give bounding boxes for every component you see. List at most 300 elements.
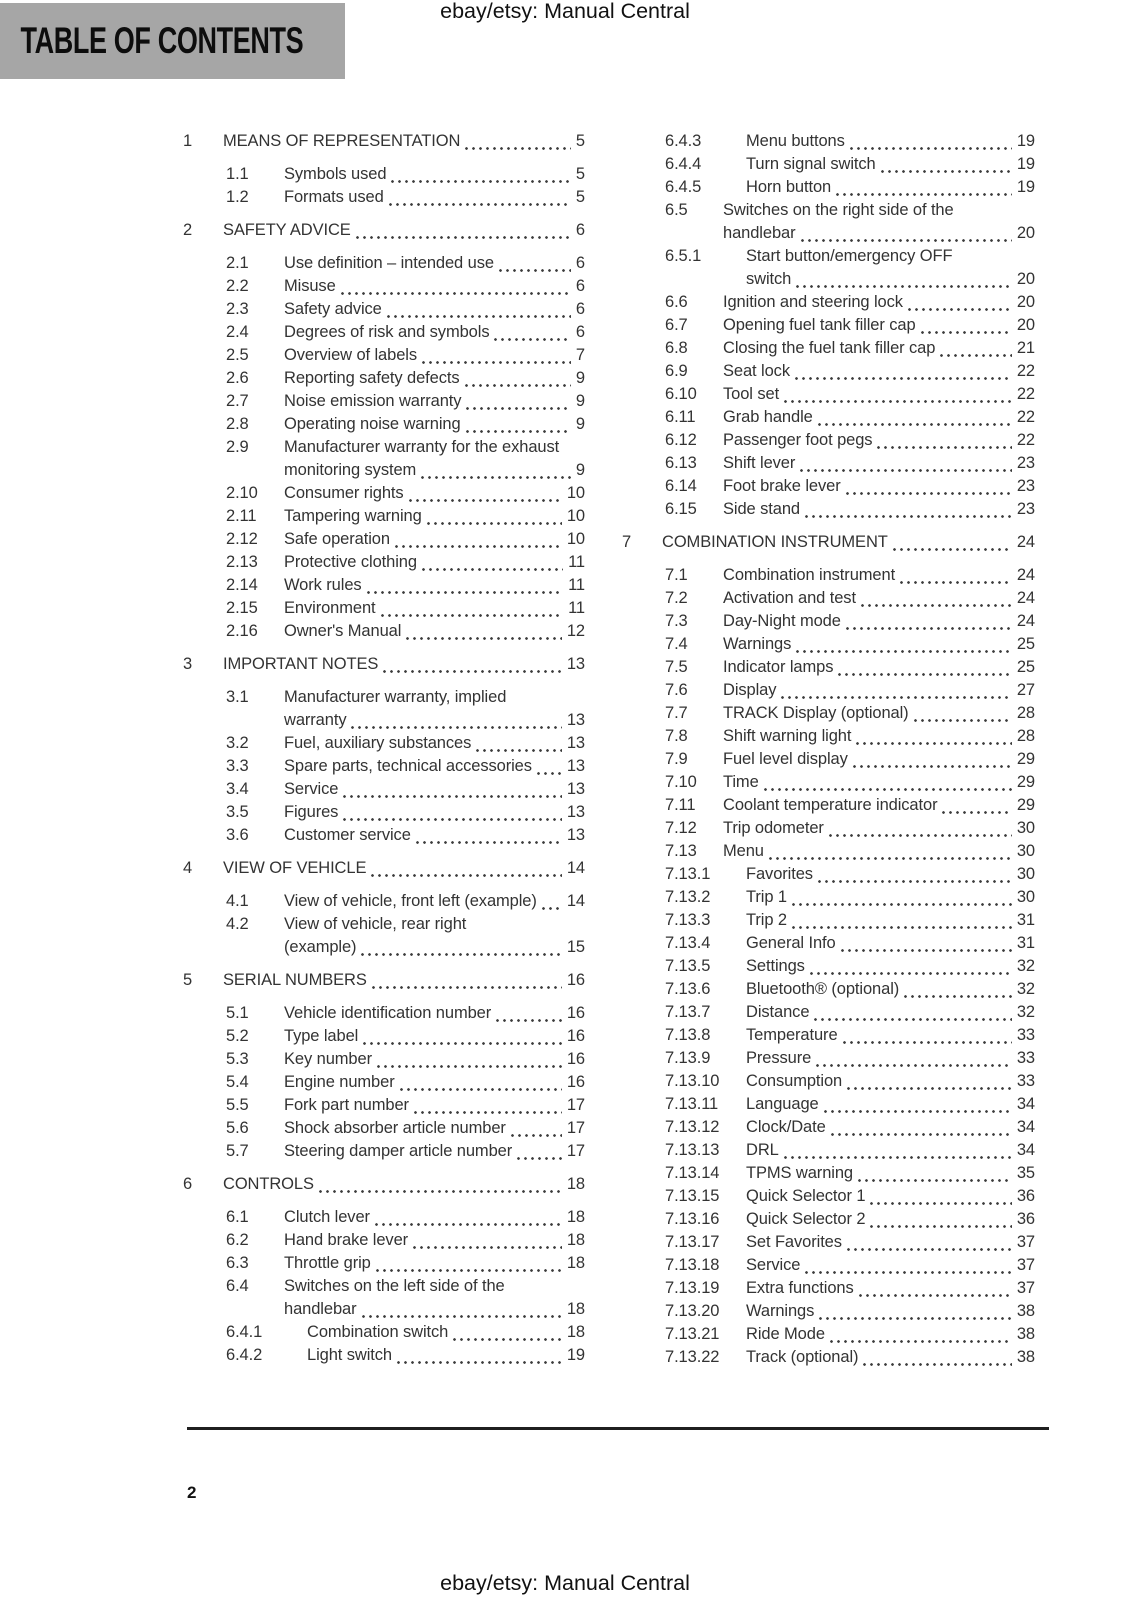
toc-entry-number: 5.4	[226, 1073, 249, 1091]
toc-entry-final-line	[223, 969, 585, 992]
toc-entry-title: Activation and test	[723, 589, 856, 607]
toc-entry-page: 30	[1016, 819, 1035, 837]
toc-dot-leader	[375, 1048, 562, 1071]
toc-entry-content	[746, 1024, 1035, 1047]
toc-entry-content	[307, 1321, 585, 1344]
toc-entry-number: 7.7	[665, 704, 688, 722]
toc-entry-page: 29	[1016, 773, 1035, 791]
toc-entry	[665, 1277, 1035, 1300]
toc-entry-page: 30	[1016, 888, 1035, 906]
toc-entry	[226, 778, 585, 801]
toc-dot-leader	[464, 390, 570, 413]
toc-entry-page: 35	[1016, 1164, 1035, 1182]
toc-entry-content	[746, 1162, 1035, 1185]
toc-entry	[665, 1162, 1035, 1185]
toc-entry-number: 3.4	[226, 780, 249, 798]
toc-entry-content	[723, 748, 1035, 771]
toc-entry-content	[746, 1277, 1035, 1300]
toc-entry-page: 7	[575, 346, 585, 364]
toc-entry-content	[307, 1344, 585, 1367]
toc-entry-final-line	[723, 794, 1035, 817]
toc-entry-title: warranty	[284, 711, 347, 729]
toc-entry-content	[284, 252, 585, 275]
toc-entry-final-line	[723, 748, 1035, 771]
toc-entry-title: Fuel level display	[723, 750, 848, 768]
toc-entry-title: Reporting safety defects	[284, 369, 460, 387]
toc-dot-leader	[861, 1346, 1011, 1369]
toc-entry-number: 2	[183, 221, 193, 239]
toc-entry-final-line	[723, 383, 1035, 406]
toc-dot-leader	[868, 1185, 1011, 1208]
toc-entry	[226, 801, 585, 824]
toc-entry-number: 6.4.1	[226, 1323, 263, 1341]
toc-dot-leader	[509, 1117, 562, 1140]
toc-dot-leader	[851, 748, 1012, 771]
toc-entry-page: 34	[1016, 1141, 1035, 1159]
toc-entry-content	[284, 1117, 585, 1140]
toc-entry-content	[723, 406, 1035, 429]
toc-entry	[665, 1208, 1035, 1231]
toc-dot-leader	[395, 1344, 562, 1367]
toc-entry-page: 36	[1016, 1210, 1035, 1228]
toc-entry-number: 7.13.15	[665, 1187, 720, 1205]
toc-entry-content	[284, 367, 585, 390]
toc-entry-title: Tampering warning	[284, 507, 422, 525]
toc-entry-number: 6.1	[226, 1208, 249, 1226]
toc-entry-content	[723, 383, 1035, 406]
toc-entry-content	[284, 824, 585, 847]
toc-entry-title-line: Manufacturer warranty, implied	[284, 688, 507, 706]
toc-entry-content	[746, 153, 1035, 176]
toc-dot-leader	[859, 587, 1012, 610]
toc-entry-title: Extra functions	[746, 1279, 854, 1297]
toc-entry	[665, 1323, 1035, 1346]
toc-entry-content	[723, 314, 1035, 337]
toc-dot-leader	[868, 1208, 1011, 1231]
toc-dot-leader	[464, 413, 571, 436]
toc-dot-leader	[814, 1047, 1012, 1070]
toc-entry	[665, 564, 1035, 587]
toc-entry-final-line	[284, 755, 585, 778]
toc-entry-number: 7.13.12	[665, 1118, 720, 1136]
toc-entry-final-line	[723, 564, 1035, 587]
toc-dot-leader	[898, 564, 1012, 587]
toc-entry	[226, 482, 585, 505]
toc-entry-content	[284, 186, 585, 209]
toc-entry	[226, 686, 585, 732]
toc-entry-final-line	[723, 817, 1035, 840]
toc-entry-final-line	[284, 459, 585, 482]
toc-dot-leader	[425, 505, 562, 528]
toc-entry-content	[284, 321, 585, 344]
toc-entry-title: Clock/Date	[746, 1118, 826, 1136]
toc-entry-final-line	[746, 978, 1035, 1001]
toc-entry-final-line	[284, 1206, 585, 1229]
toc-entry-final-line	[284, 367, 585, 390]
toc-entry-page: 25	[1016, 635, 1035, 653]
toc-dot-leader	[349, 709, 561, 732]
toc-entry-title: Protective clothing	[284, 553, 417, 571]
toc-entry-number: 4.1	[226, 892, 249, 910]
toc-entry-number: 5.1	[226, 1004, 249, 1022]
toc-entry-title: Side stand	[723, 500, 800, 518]
toc-entry-number: 7.3	[665, 612, 688, 630]
toc-entry-page: 17	[566, 1119, 585, 1137]
toc-entry-title: Seat lock	[723, 362, 790, 380]
toc-entry-title: Trip 2	[746, 911, 787, 929]
toc-entry-page: 22	[1016, 385, 1035, 403]
toc-entry	[665, 130, 1035, 153]
toc-entry-page: 6	[575, 277, 585, 295]
toc-entry-final-line	[284, 620, 585, 643]
toc-entry-number: 2.6	[226, 369, 249, 387]
toc-entry-page: 10	[566, 530, 585, 548]
toc-entry-final-line	[746, 1093, 1035, 1116]
toc-entry	[665, 794, 1035, 817]
toc-entry-final-line	[284, 597, 585, 620]
toc-entry-content	[746, 1185, 1035, 1208]
toc-entry-final-line	[746, 1323, 1035, 1346]
toc-entry-final-line	[284, 1094, 585, 1117]
toc-entry-title: Throttle grip	[284, 1254, 371, 1272]
toc-entry-title: Settings	[746, 957, 805, 975]
toc-entry-content	[284, 1094, 585, 1117]
toc-entry-number: 6.9	[665, 362, 688, 380]
toc-entry-final-line	[284, 936, 585, 959]
toc-entry-number: 6.15	[665, 500, 697, 518]
toc-entry-number: 7.6	[665, 681, 688, 699]
toc-dot-leader	[856, 1162, 1012, 1185]
toc-entry-number: 7	[622, 533, 632, 551]
toc-entry	[226, 551, 585, 574]
toc-entry-title: Consumption	[746, 1072, 843, 1090]
toc-entry-content	[284, 1206, 585, 1229]
toc-entry-content	[284, 482, 585, 505]
toc-entry	[665, 1116, 1035, 1139]
toc-entry-title: Foot brake lever	[723, 477, 841, 495]
toc-entry-final-line	[284, 1298, 585, 1321]
toc-entry-content	[284, 620, 585, 643]
toc-entry-number: 2.15	[226, 599, 258, 617]
toc-entry	[665, 725, 1035, 748]
toc-entry-page: 20	[1016, 270, 1035, 288]
toc-entry-page: 23	[1016, 454, 1035, 472]
toc-dot-leader	[798, 452, 1012, 475]
toc-dot-leader	[317, 1173, 562, 1196]
toc-entry-number: 7.2	[665, 589, 688, 607]
toc-entry-final-line	[746, 1024, 1035, 1047]
toc-entry-final-line	[723, 406, 1035, 429]
toc-entry-title: Shift warning light	[723, 727, 852, 745]
toc-entry-title: Combination switch	[307, 1323, 449, 1341]
toc-entry-title: Ignition and steering lock	[723, 293, 903, 311]
toc-entry-title: Day-Night mode	[723, 612, 841, 630]
toc-entry-title: View of vehicle, front left (example)	[284, 892, 537, 910]
toc-dot-leader	[412, 1094, 562, 1117]
toc-entry-number: 3.5	[226, 803, 249, 821]
toc-entry-content	[723, 429, 1035, 452]
toc-entry-content	[723, 360, 1035, 383]
toc-entry-final-line	[746, 153, 1035, 176]
toc-entry-number: 2.3	[226, 300, 249, 318]
toc-entry-final-line	[284, 163, 585, 186]
toc-entry	[665, 771, 1035, 794]
toc-entry-page: 16	[566, 1073, 585, 1091]
toc-entry-page: 18	[566, 1208, 585, 1226]
toc-entry-number: 2.1	[226, 254, 249, 272]
toc-dot-leader	[906, 291, 1012, 314]
toc-entry-page: 32	[1016, 980, 1035, 998]
toc-dot-leader	[341, 778, 562, 801]
toc-entry-content	[284, 528, 585, 551]
toc-dot-leader	[836, 656, 1011, 679]
toc-dot-leader	[762, 771, 1012, 794]
toc-entry-page: 24	[1016, 612, 1035, 630]
toc-entry-number: 7.13.21	[665, 1325, 720, 1343]
toc-entry-content	[284, 913, 585, 959]
toc-entry-page: 16	[566, 1050, 585, 1068]
toc-entry	[665, 153, 1035, 176]
toc-entry-content	[223, 969, 585, 992]
toc-entry-page: 11	[568, 599, 585, 617]
toc-entry	[665, 1047, 1035, 1070]
toc-entry-page: 10	[566, 484, 585, 502]
toc-dot-leader	[839, 932, 1012, 955]
toc-entry-number: 6.5.1	[665, 247, 702, 265]
toc-entry-page: 5	[575, 165, 585, 183]
toc-entry	[665, 498, 1035, 521]
toc-entry	[183, 653, 585, 676]
toc-dot-leader	[492, 321, 570, 344]
toc-entry-content	[746, 1093, 1035, 1116]
toc-entry-final-line	[284, 275, 585, 298]
toc-entry-final-line	[284, 413, 585, 436]
toc-entry-number: 6.2	[226, 1231, 249, 1249]
toc-entry	[665, 1185, 1035, 1208]
toc-entry-final-line	[746, 1070, 1035, 1093]
toc-dot-leader	[816, 406, 1012, 429]
toc-entry-title-line: Switches on the left side of the	[284, 1277, 505, 1295]
toc-columns	[183, 130, 1035, 1369]
toc-entry	[665, 1254, 1035, 1277]
toc-dot-leader	[385, 298, 571, 321]
toc-dot-leader	[361, 1025, 562, 1048]
toc-dot-leader	[938, 337, 1012, 360]
toc-entry	[665, 702, 1035, 725]
toc-entry-final-line	[746, 1300, 1035, 1323]
toc-dot-leader	[411, 1229, 562, 1252]
toc-entry-number: 1	[183, 132, 193, 150]
toc-entry-final-line	[284, 732, 585, 755]
toc-entry-number: 7.1	[665, 566, 688, 584]
toc-dot-leader	[782, 1139, 1012, 1162]
toc-entry-number: 6.14	[665, 477, 697, 495]
toc-entry-content	[746, 1047, 1035, 1070]
toc-entry-number: 7.13	[665, 842, 697, 860]
toc-entry-page: 12	[566, 622, 585, 640]
toc-entry-content	[284, 505, 585, 528]
toc-entry-number: 3	[183, 655, 193, 673]
toc-entry	[226, 1321, 585, 1344]
toc-entry-content	[284, 1275, 585, 1321]
toc-entry-final-line	[723, 314, 1035, 337]
toc-dot-leader	[845, 1231, 1012, 1254]
toc-dot-leader	[474, 732, 562, 755]
toc-entry	[226, 913, 585, 959]
toc-entry	[665, 610, 1035, 633]
toc-entry-number: 7.11	[665, 796, 696, 814]
toc-entry	[665, 245, 1035, 291]
toc-entry-page: 16	[566, 1027, 585, 1045]
toc-entry-number: 6.7	[665, 316, 688, 334]
toc-entry	[665, 429, 1035, 452]
toc-entry-content	[746, 863, 1035, 886]
toc-dot-leader	[808, 955, 1012, 978]
toc-entry	[665, 909, 1035, 932]
toc-entry-page: 6	[575, 300, 585, 318]
toc-entry-number: 3.2	[226, 734, 249, 752]
toc-entry	[665, 176, 1035, 199]
toc-entry-page: 29	[1016, 796, 1035, 814]
toc-entry-content	[723, 794, 1035, 817]
toc-dot-leader	[845, 1070, 1012, 1093]
toc-entry-title: (example)	[284, 938, 357, 956]
toc-entry	[183, 969, 585, 992]
toc-entry-content	[746, 1208, 1035, 1231]
toc-entry-number: 7.13.22	[665, 1348, 720, 1366]
toc-entry	[665, 1024, 1035, 1047]
toc-entry-final-line	[746, 886, 1035, 909]
toc-entry-number: 6.12	[665, 431, 697, 449]
toc-entry	[665, 199, 1035, 245]
toc-entry-content	[723, 610, 1035, 633]
toc-entry-title: Consumer rights	[284, 484, 404, 502]
toc-entry-number: 2.16	[226, 622, 258, 640]
toc-dot-leader	[407, 482, 562, 505]
toc-entry-number: 6.4.4	[665, 155, 702, 173]
toc-entry-content	[723, 633, 1035, 656]
toc-dot-leader	[793, 360, 1012, 383]
toc-entry	[665, 1139, 1035, 1162]
toc-entry	[665, 978, 1035, 1001]
toc-entry-page: 18	[566, 1231, 585, 1249]
toc-dot-leader	[370, 969, 562, 992]
toc-entry	[665, 748, 1035, 771]
toc-entry	[665, 383, 1035, 406]
toc-entry-content	[223, 857, 585, 880]
toc-entry-content	[746, 245, 1035, 291]
toc-entry-page: 18	[566, 1254, 585, 1272]
toc-entry-final-line	[284, 709, 585, 732]
toc-entry-page: 14	[566, 892, 585, 910]
toc-entry-content	[723, 817, 1035, 840]
toc-entry-final-line	[223, 130, 585, 153]
toc-entry-final-line	[284, 186, 585, 209]
toc-entry-content	[284, 344, 585, 367]
toc-dot-leader	[857, 1277, 1012, 1300]
toc-entry	[226, 298, 585, 321]
toc-entry	[226, 1344, 585, 1367]
toc-entry-number: 7.13.7	[665, 1003, 711, 1021]
toc-dot-leader	[902, 978, 1012, 1001]
toc-dot-leader	[374, 1252, 562, 1275]
toc-entry-final-line	[223, 653, 585, 676]
toc-entry-page: 9	[575, 415, 585, 433]
toc-entry	[226, 252, 585, 275]
toc-entry-number: 7.13.3	[665, 911, 711, 929]
toc-entry-final-line	[723, 679, 1035, 702]
toc-entry-number: 7.13.16	[665, 1210, 720, 1228]
toc-entry-page: 5	[575, 188, 585, 206]
toc-entry-title: Safe operation	[284, 530, 390, 548]
toc-entry-number: 7.13.11	[665, 1095, 719, 1113]
toc-entry-content	[284, 755, 585, 778]
toc-dot-leader	[359, 936, 561, 959]
toc-entry-final-line	[723, 222, 1035, 245]
toc-entry-page: 11	[568, 553, 585, 571]
toc-entry-title: Set Favorites	[746, 1233, 842, 1251]
toc-entry-title: Overview of labels	[284, 346, 418, 364]
toc-entry-content	[284, 890, 585, 913]
toc-dot-leader	[540, 890, 562, 913]
toc-entry-title: Language	[746, 1095, 819, 1113]
toc-dot-leader	[463, 130, 571, 153]
toc-entry-title: Favorites	[746, 865, 813, 883]
toc-entry-content	[223, 653, 585, 676]
toc-entry-title: Passenger foot pegs	[723, 431, 873, 449]
toc-entry-number: 7.13.8	[665, 1026, 711, 1044]
toc-dot-leader	[812, 1001, 1011, 1024]
toc-entry-title: Quick Selector 2	[746, 1210, 866, 1228]
toc-entry-page: 38	[1016, 1325, 1035, 1343]
toc-entry	[183, 219, 585, 242]
toc-entry-title: Indicator lamps	[723, 658, 834, 676]
toc-entry-final-line	[746, 1116, 1035, 1139]
toc-entry-final-line	[746, 1162, 1035, 1185]
toc-dot-leader	[827, 817, 1012, 840]
toc-entry	[665, 1300, 1035, 1323]
toc-entry	[665, 1231, 1035, 1254]
toc-entry-title: Light switch	[307, 1346, 393, 1364]
toc-entry-title: IMPORTANT NOTES	[223, 655, 379, 673]
toc-entry-content	[284, 597, 585, 620]
toc-entry-page: 29	[1016, 750, 1035, 768]
toc-entry-content	[746, 1231, 1035, 1254]
toc-entry-title: Grab handle	[723, 408, 813, 426]
toc-entry	[665, 886, 1035, 909]
toc-entry-final-line	[746, 130, 1035, 153]
toc-entry-page: 16	[566, 971, 585, 989]
toc-entry-content	[284, 686, 585, 732]
toc-entry-title: TRACK Display (optional)	[723, 704, 909, 722]
toc-entry-page: 22	[1016, 408, 1035, 426]
toc-entry-number: 3.1	[226, 688, 249, 706]
toc-entry-title: Pressure	[746, 1049, 812, 1067]
toc-entry	[665, 587, 1035, 610]
toc-entry-title: Figures	[284, 803, 339, 821]
toc-entry-content	[723, 840, 1035, 863]
toc-entry-number: 6.8	[665, 339, 688, 357]
toc-entry-content	[746, 1323, 1035, 1346]
toc-entry-final-line	[723, 360, 1035, 383]
toc-entry	[665, 314, 1035, 337]
toc-entry-title-line: View of vehicle, rear right	[284, 915, 467, 933]
toc-column-left	[183, 130, 585, 1369]
toc-entry-final-line	[284, 1140, 585, 1163]
toc-entry-page: 13	[566, 826, 585, 844]
toc-entry-page: 30	[1016, 842, 1035, 860]
toc-entry-number: 7.13.10	[665, 1072, 720, 1090]
